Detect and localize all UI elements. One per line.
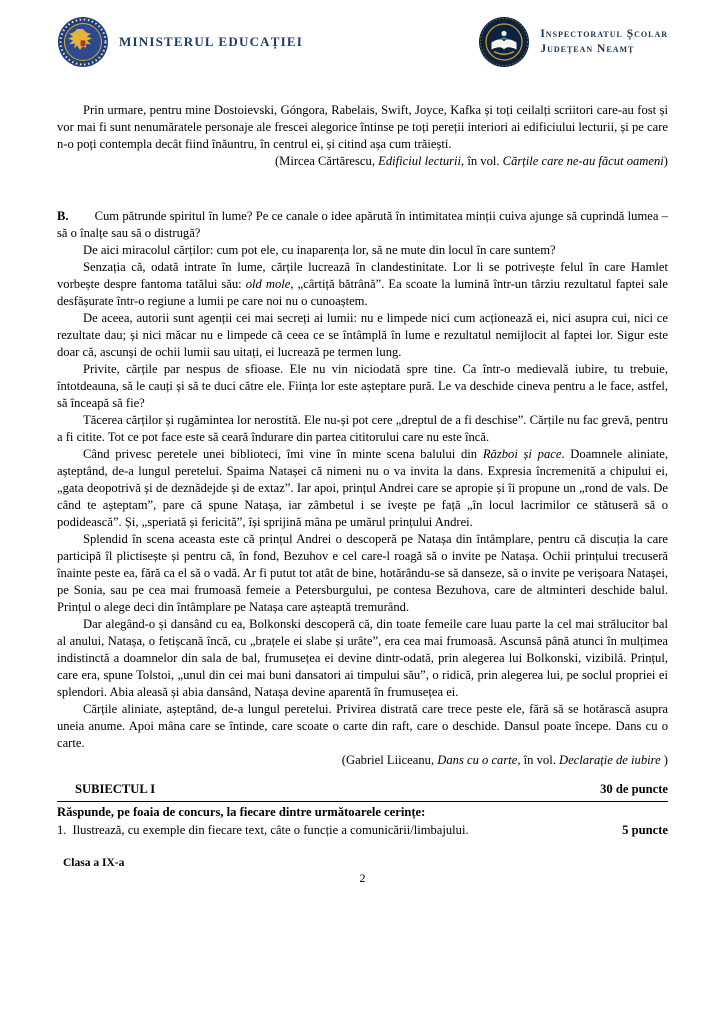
subject-item-requirement: Ilustrează, cu exemple din fiecare text, câte o funcție a comunicării/limbajului. bbox=[72, 823, 469, 837]
text-segment: De aici miracolul cărților: cum pot ele, cu inaparența lor, să ne mute din locul în care suntem? bbox=[83, 243, 556, 257]
text-b-attribution bbox=[57, 752, 668, 769]
text-segment: Edificiul lecturii bbox=[378, 154, 462, 168]
romanian-government-emblem-icon bbox=[57, 16, 109, 68]
text-segment: , în vol. bbox=[461, 154, 503, 168]
text-segment: Senzația că, odată intrate în lume, cărțile lucrează în clandestinitate. Lor li se potrivește felul în care Hamlet vorbește despre fantoma tatălui său: bbox=[57, 260, 668, 291]
text-b-paragraph bbox=[57, 208, 668, 242]
text-fragment-b bbox=[57, 208, 668, 769]
text-b-paragraph bbox=[57, 701, 668, 752]
text-segment: Prin urmare, pentru mine Dostoievski, Góngora, Rabelais, Swift, Joyce, Kafka și toți ceilalți scriitori care-au fost și vor mai fi sunt nenumăratele personaje ale frescei alegorice întinse pe toți pereții interiori ai edificiului lecturii, și pe care n-o poți contempla decât fiind înăuntru, în centrul ei, și citind așa cum trăiești. bbox=[57, 103, 668, 151]
text-segment: (Mircea Cărtărescu, bbox=[274, 154, 379, 168]
text-b-paragraphs bbox=[57, 208, 668, 752]
subject-item-points: 5 puncte bbox=[622, 823, 668, 837]
text-b-paragraph bbox=[57, 361, 668, 412]
text-segment: Când privesc peretele unei biblioteci, îmi vine în minte scena balului din bbox=[83, 447, 483, 461]
subject-title: SUBIECTUL I bbox=[75, 782, 156, 796]
inspectorate-name-line1: Inspectoratul Școlar bbox=[540, 28, 668, 40]
text-b-paragraph bbox=[57, 310, 668, 361]
text-segment: Cărțile aliniate, așteptând, de-a lungul peretelui. Privirea distrată care trece peste ele, fără să se hotărască asupra uneia anume. Apoi mâna care se întinde, care scoate o carte din raft, care o deschide. Dansul poate începe. Dans cu o carte. bbox=[57, 702, 668, 750]
text-segment: Dar alegând-o și dansând cu ea, Bolkonski descoperă că, din toate femeile care luau parte la cel mai strălucitor bal al anului, Natașa, o fetișcană încă, cu „brațele ei slabe și urâte”, era cea mai frumoasă. Ascunsă până atunci în mulțimea indistinctă a doamnelor din sala de bal, frumusețea ei devine dintr-odată, prin alegerea lui Bolkonski, vizibilă. Prințul, care era, spune Tolstoi, „unul din cei mai buni dansatori ai timpului său”, o ridică, prin alegerea lui, pe soclul propriei ei splendori. Abia aleasă și abia dansând, Natașa devine aparentă în frumusețea ei. bbox=[57, 617, 668, 699]
inspectorate-name-line2: Județean Neamț bbox=[540, 43, 635, 55]
text-b-paragraph bbox=[57, 412, 668, 446]
text-b-paragraph bbox=[57, 616, 668, 701]
text-segment: De aceea, autorii sunt agenții cei mai secreți ai lumii: nu e limpede nici cum acționează ei, nici asupra cui, nici ce rezultate dau; și nici măcar nu e limpede că ceea ce se întâmplă în lume e rezultatul nemijlocit al faptei lor. Sigur este doar că, ascunși de ochii lumii sau uitați, ei lucrează pe termen lung. bbox=[57, 311, 668, 359]
text-segment: Cum pătrunde spiritul în lume? Pe ce canale o idee apărută în intimitatea minții cuiva ajunge să cuprindă lumea – să o înalțe sau să o distrugă? bbox=[57, 209, 668, 240]
text-segment: Război și pace bbox=[482, 447, 562, 461]
ministry-name: MINISTERUL EDUCAȚIEI bbox=[119, 34, 304, 49]
inspectorate-name bbox=[540, 27, 668, 57]
school-inspectorate-seal-icon bbox=[478, 16, 530, 68]
text-segment: . Doamnele aliniate, așteptând, de-a lungul peretelui. Spaima Natașei că nimeni nu o va invita la dans. Expresia încremenită a chipului ei, „gata deopotrivă și de deznădejde și de extaz”. Iar apoi, prințul Andrei care se apropie și îi propune un „rond de vals. De când te așteptam”, pare că spune Natașa, iar zâmbetul i se ivește pe față „în locul lacrimilor ce stătuseră să o podidească”. Și, „speriată și fericită”, își sprijină mâna pe umărul prințului Andrei. bbox=[57, 447, 668, 529]
text-fragment-a bbox=[57, 102, 668, 170]
subject-items bbox=[57, 822, 668, 839]
class-label: Clasa a IX-a bbox=[63, 857, 125, 869]
text-segment: Dans cu o carte bbox=[437, 753, 518, 767]
text-segment: Splendid în scena aceasta este că prințul Andrei o descoperă pe Natașa din întâmplare, pentru că discuția la care participă îl plictisește și pentru că, în fond, Bezuhov e cel care-l roagă să o invite pe Natașa. Ochii prințului trecuseră înainte peste ea, fără ca el să o vadă. Ar fi putut tot atât de bine, hotărându-se să danseze, să o invite pe verișoara Natașei, pe Sonia, sau pe cea mai frumoasă femeie a Petersburgului, pe contesa Bezuhova, care de altminteri deschide balul. Prințul o alege deci din întâmplare pe Natașa care așteaptă tremurând. bbox=[57, 532, 668, 614]
text-b-paragraph bbox=[57, 259, 668, 310]
document-footer bbox=[57, 857, 668, 886]
text-a-attribution bbox=[57, 153, 668, 170]
text-segment: Privite, cărțile par nespus de sfioase. Ele nu vin niciodată spre tine. Ca într-o medievală iubire, tu trebuie, întotdeauna, să le cauți și să te duci către ele. Ființa lor este așteptare pură. Le va deschide cineva pentru a le face, astfel, să înceapă să fie? bbox=[57, 362, 668, 410]
subject-total-points: 30 de puncte bbox=[600, 782, 668, 796]
document-header bbox=[57, 16, 668, 74]
text-segment: (Gabriel Liiceanu, bbox=[341, 753, 438, 767]
subject-item-number: 1. bbox=[57, 823, 67, 837]
text-segment: Cărțile care ne-au făcut oameni bbox=[502, 154, 664, 168]
text-b-paragraph bbox=[57, 531, 668, 616]
text-segment: Declarație de iubire bbox=[559, 753, 661, 767]
ministry-brand bbox=[57, 16, 303, 68]
text-segment: ) bbox=[660, 753, 668, 767]
subject-title-row bbox=[57, 781, 668, 798]
subject-item bbox=[57, 822, 668, 839]
text-b-paragraph bbox=[57, 242, 668, 259]
text-segment: old mole bbox=[245, 277, 291, 291]
inspectorate-brand bbox=[478, 16, 668, 68]
subject-section bbox=[57, 781, 668, 839]
text-b-paragraph bbox=[57, 446, 668, 531]
text-segment: B. bbox=[57, 209, 69, 223]
text-a-paragraph bbox=[57, 102, 668, 153]
text-segment: Tăcerea cărților și rugămintea lor nerostită. Ele nu-și pot cere „dreptul de a fi deschise”. Cărțile nu fac grevă, pentru a fi citite. Tot ce pot face este să ceară îndurare din partea cititorului care nu este încă. bbox=[57, 413, 668, 444]
text-segment: ) bbox=[663, 154, 668, 168]
text-segment: , în vol. bbox=[517, 753, 559, 767]
text-segment: , „cârtiță bătrână”. Ea scoate la lumină într-un târziu rezultatul faptei sale desfășurate într-o regiune a lumii pe care noi nu o cunoaștem. bbox=[57, 277, 668, 308]
subject-instruction: Răspunde, pe foaia de concurs, la fiecare dintre următoarele cerințe: bbox=[57, 801, 668, 821]
subject-item-text bbox=[57, 822, 610, 839]
page-number: 2 bbox=[359, 871, 366, 885]
